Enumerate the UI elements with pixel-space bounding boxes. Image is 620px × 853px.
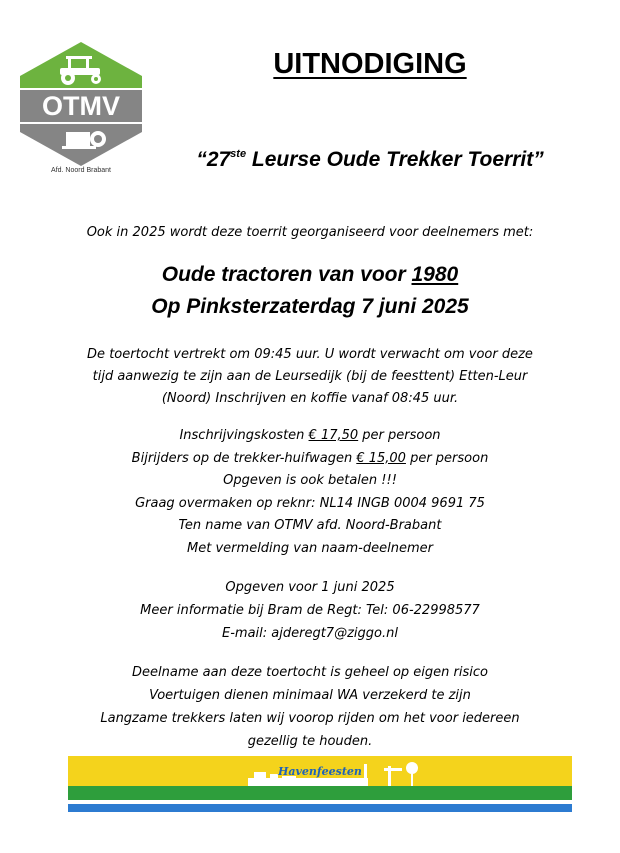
costs-block (0, 425, 620, 560)
highlight-line-2: Op Pinksterzaterdag 7 juni 2025 (151, 295, 469, 318)
event-title-post: Leurse Oude Trekker Toerrit” (246, 148, 544, 171)
rider-amount: € 15,00 (356, 450, 406, 466)
disclaimer-line-4: gezellig te houden. (247, 734, 373, 749)
departure-block (0, 344, 620, 410)
disclaimer-line-2: Voertuigen dienen minimaal WA verzekerd te zijn (149, 688, 471, 703)
havenfeesten-banner (68, 756, 572, 812)
otmv-logo (16, 40, 146, 182)
page-title: UITNODIGING (273, 48, 467, 80)
fee-label: Inschrijvingskosten (179, 428, 309, 443)
banner-label: Havenfeesten (278, 765, 362, 778)
event-title (160, 148, 580, 172)
logo-subtitle: Afd. Noord Brabant (51, 167, 111, 174)
disclaimer-line-1: Deelname aan deze toertocht is geheel op eigen risico (132, 665, 488, 680)
disclaimer-line-3: Langzame trekkers laten wij voorop rijden om het voor iedereen (100, 711, 520, 726)
info-line: Meer informatie bij Bram de Regt: Tel: 06-22998577 (140, 603, 480, 618)
fee-amount: € 17,50 (308, 428, 359, 443)
departure-line-3: (Noord) Inschrijven en koffie vanaf 08:45 uur. (161, 391, 459, 406)
highlight-line-1 (0, 259, 620, 291)
rider-unit: per persoon (405, 450, 489, 466)
deadline-line: Opgeven voor 1 juni 2025 (225, 580, 395, 595)
pay-note: Opgeven is ook betalen !!! (223, 473, 397, 488)
departure-line-1: De toertocht vertrekt om 09:45 uur. U wordt verwacht om voor deze (87, 347, 533, 362)
highlight-year: 1980 (411, 263, 459, 286)
account-name-line: Ten name van OTMV afd. Noord-Brabant (178, 518, 442, 533)
fee-unit: per persoon (358, 428, 441, 443)
highlight-line-1-text: Oude tractoren van voor (161, 263, 412, 286)
reference-line: Met vermelding van naam-deelnemer (187, 540, 433, 556)
highlight-block (0, 259, 620, 323)
disclaimer-block (0, 661, 620, 753)
contact-block (0, 576, 620, 645)
email-line: E-mail: ajderegt7@ziggo.nl (222, 626, 398, 641)
intro-text: Ook in 2025 wordt deze toerrit georganiseerd voor deelnemers met: (86, 225, 534, 240)
event-title-pre: “27 (196, 148, 231, 171)
rider-label: Bijrijders op de trekker-huifwagen (131, 450, 357, 466)
departure-line-2: tijd aanwezig te zijn aan de Leursedijk (bij de feesttent) Etten-Leur (92, 369, 528, 384)
account-line: Graag overmaken op reknr: NL14 INGB 0004 9691 75 (135, 495, 485, 511)
fee-line (0, 425, 620, 448)
otmv-logo-graphic (16, 40, 146, 168)
event-title-sup: ste (230, 148, 247, 160)
rider-line (0, 448, 620, 471)
logo-brand: OTMV (42, 91, 120, 121)
